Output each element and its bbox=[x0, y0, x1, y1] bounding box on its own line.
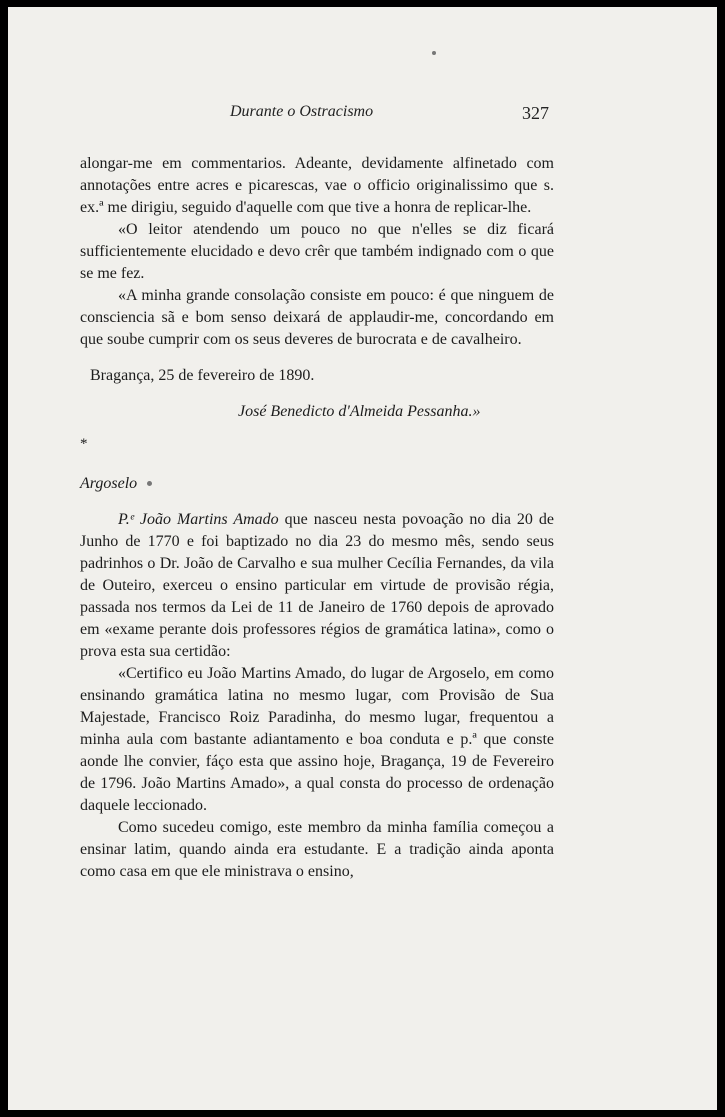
paragraph: «O leitor atendendo um pouco no que n'elles se diz ficará sufficientemente elucidado e devo crêr que também indignado com o que se me fez. bbox=[80, 221, 554, 282]
print-speck bbox=[432, 51, 436, 55]
section-separator: * bbox=[80, 436, 88, 452]
section-title: Argoselo bbox=[80, 475, 138, 492]
signature: José Benedicto d'Almeida Pessanha.» bbox=[238, 403, 481, 420]
paragraph-text: que nasceu nesta povoação no dia 20 de Junho de 1770 e foi baptizado no dia 23 do mesmo mês, sendo seus padrinhos o Dr. João de Carvalho e sua mulher Cecília Fernandes, da vila de Outeiro, exerceu o ensino particular em virtude de provisão régia, passada nos termos da Lei de 11 de Janeiro de 1760 depois de aprovado em «exame perante dois professores régios de gramática latina», como o prova esta sua certidão: bbox=[80, 511, 554, 660]
running-title: Durante o Ostracismo bbox=[230, 103, 374, 120]
paragraph: «A minha grande consolação consiste em pouco: é que ninguem de consciencia sã e bom senso deixará de applaudir-me, concordando em que soube cumprir com os seus deveres de burocrata e de cavalheiro. bbox=[80, 287, 554, 348]
paragraph bbox=[80, 509, 554, 663]
paragraph: alongar-me em commentarios. Adeante, devidamente alfinetado com annotações entre acres e picarescas, vae o officio originalissimo que s. ex.ª me dirigiu, seguido d'aquelle com que tive a honra de replicar-lhe. bbox=[80, 155, 554, 216]
person-name: P.ᵉ João Martins Amado bbox=[118, 511, 279, 528]
page-number: 327 bbox=[522, 103, 549, 123]
paragraph: Como sucedeu comigo, este membro da minha família começou a ensinar latim, quando ainda era estudante. E a tradição ainda aponta como casa em que ele ministrava o ensino, bbox=[80, 819, 554, 880]
page-body bbox=[80, 153, 554, 883]
dateline: Bragança, 25 de fevereiro de 1890. bbox=[90, 367, 315, 384]
paragraph: «Certifico eu João Martins Amado, do lugar de Argoselo, em como ensinando gramática latina no mesmo lugar, com Provisão de Sua Majestade, Francisco Roiz Paradinha, do mesmo lugar, frequentou a minha aula com bastante adiantamento e boa conduta e p.ª que conste aonde lhe convier, fáço esta que assino hoje, Bragança, 19 de Fevereiro de 1796. João Martins Amado», a qual consta do processo de ordenação daquele leccionado. bbox=[80, 665, 554, 814]
book-page bbox=[8, 7, 717, 1110]
page-header bbox=[8, 103, 717, 129]
